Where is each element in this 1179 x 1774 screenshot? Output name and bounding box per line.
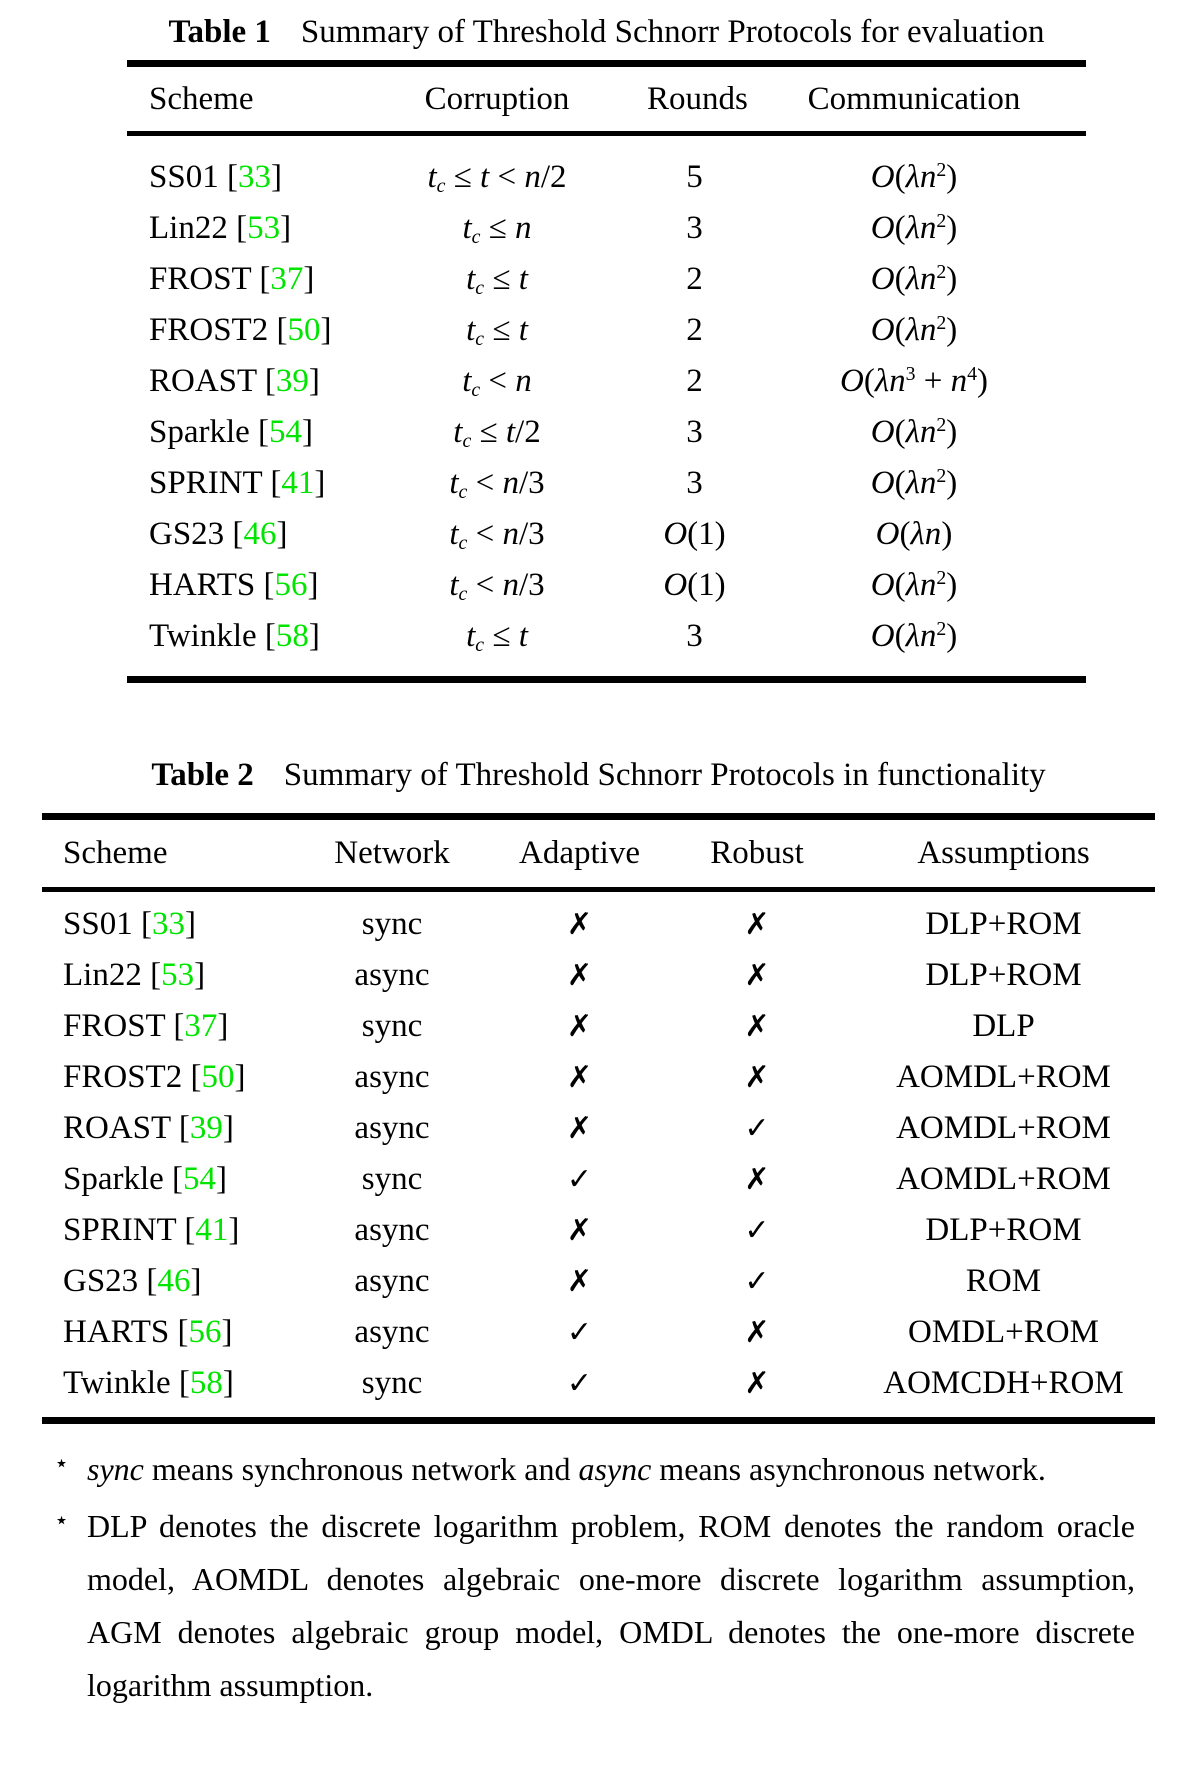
robust-mark: ✗ — [744, 1009, 770, 1044]
adaptive-mark: ✗ — [566, 1009, 593, 1044]
table2 — [42, 755, 1155, 1424]
network-cell: async — [354, 1110, 430, 1147]
network-cell: async — [354, 957, 430, 994]
communication-cell: $O(\lambda n^2)$ — [870, 312, 958, 349]
table1-caption — [127, 12, 1086, 60]
adaptive-mark: ✗ — [566, 958, 593, 993]
table1-col-header-rounds: Rounds — [647, 80, 748, 117]
table-row — [42, 950, 1155, 1001]
table1-header-row — [127, 67, 1086, 131]
table-row — [42, 1256, 1155, 1307]
table2-col-header-adaptive: Adaptive — [519, 835, 640, 872]
table-row — [127, 560, 1086, 611]
table-row — [42, 1001, 1155, 1052]
star-icon: ⋆ — [54, 1449, 70, 1477]
robust-mark: ✗ — [744, 907, 770, 942]
adaptive-mark: ✗ — [566, 1264, 593, 1299]
corruption-cell: $t_c < n/3$ — [449, 516, 545, 555]
table-row — [127, 356, 1086, 407]
table-row — [42, 1307, 1155, 1358]
corruption-cell: $t_c < n/3$ — [449, 567, 545, 606]
assumptions-cell: DLP — [972, 1008, 1035, 1045]
rounds-cell: 3 — [686, 414, 703, 451]
adaptive-mark: ✗ — [566, 1111, 593, 1146]
assumptions-cell: OMDL+ROM — [908, 1314, 1099, 1351]
table-row — [42, 1205, 1155, 1256]
rounds-cell: 3 — [686, 210, 703, 247]
network-cell: async — [354, 1212, 430, 1249]
network-cell: async — [354, 1059, 430, 1096]
table-row — [127, 407, 1086, 458]
robust-mark: ✗ — [744, 1060, 770, 1095]
corruption-cell: $t_c \le t$ — [466, 618, 528, 657]
scheme-cell: SS01 [33] — [63, 906, 196, 943]
communication-cell: $O(\lambda n^2)$ — [870, 414, 958, 451]
rounds-cell: 2 — [686, 312, 703, 349]
communication-cell: $O(\lambda n^2)$ — [870, 159, 958, 196]
corruption-cell: $t_c \le n$ — [462, 210, 532, 249]
table1-label: Table 1 — [168, 14, 271, 50]
scheme-cell: GS23 [46] — [63, 1263, 202, 1300]
table-row — [127, 254, 1086, 305]
robust-mark: ✗ — [744, 1366, 770, 1401]
scheme-cell: ROAST [39] — [149, 363, 320, 400]
communication-cell: $O(\lambda n^2)$ — [870, 567, 958, 604]
robust-mark: ✗ — [744, 1315, 770, 1350]
rounds-cell: 2 — [686, 363, 703, 400]
adaptive-mark: ✓ — [566, 1162, 593, 1197]
footnote-assumption-terms-text: DLP denotes the discrete logarithm problem, ROM denotes the random oracle model, AOMDL denotes algebraic one-more discrete logarithm assumption, AGM denotes algebraic group model, OMDL denotes the one-more discrete logarithm assumption. — [87, 1508, 1135, 1703]
communication-cell: $O(\lambda n^2)$ — [870, 261, 958, 298]
scheme-cell: Lin22 [53] — [63, 957, 206, 994]
table-row — [127, 458, 1086, 509]
table1-body — [127, 136, 1086, 676]
table-row — [42, 1358, 1155, 1409]
footnotes — [42, 1443, 1155, 1712]
table-row — [42, 899, 1155, 950]
network-cell: sync — [361, 1008, 423, 1045]
scheme-cell: HARTS [56] — [63, 1314, 233, 1351]
robust-mark: ✗ — [744, 958, 770, 993]
star-icon: ⋆ — [54, 1506, 70, 1534]
scheme-cell: HARTS [56] — [149, 567, 319, 604]
communication-cell: $O(\lambda n^3 + n^4)$ — [839, 363, 989, 400]
scheme-cell: Sparkle [54] — [149, 414, 314, 451]
table1-top-rule — [127, 60, 1086, 67]
table-row — [127, 509, 1086, 560]
table2-bottom-rule — [42, 1417, 1155, 1424]
scheme-cell: ROAST [39] — [63, 1110, 234, 1147]
adaptive-mark: ✗ — [566, 1060, 593, 1095]
footnote-assumption-terms — [42, 1500, 1155, 1712]
assumptions-cell: DLP+ROM — [925, 906, 1082, 943]
table2-col-header-network: Network — [334, 835, 450, 872]
network-cell: sync — [361, 1365, 423, 1402]
communication-cell: $O(\lambda n^2)$ — [870, 465, 958, 502]
table-row — [42, 1154, 1155, 1205]
network-cell: async — [354, 1263, 430, 1300]
communication-cell: $O(\lambda n^2)$ — [870, 210, 958, 247]
table1-col-header-communication: Communication — [807, 80, 1021, 117]
network-cell: sync — [361, 1161, 423, 1198]
rounds-cell: 3 — [686, 465, 703, 502]
rounds-cell: O(1) — [663, 567, 726, 604]
assumptions-cell: AOMDL+ROM — [896, 1059, 1111, 1096]
scheme-cell: Twinkle [58] — [149, 618, 320, 655]
assumptions-cell: DLP+ROM — [925, 1212, 1082, 1249]
assumptions-cell: AOMDL+ROM — [896, 1161, 1111, 1198]
adaptive-mark: ✗ — [566, 1213, 593, 1248]
scheme-cell: FROST2 [50] — [63, 1059, 246, 1096]
table-row — [127, 305, 1086, 356]
assumptions-cell: AOMDL+ROM — [896, 1110, 1111, 1147]
table1-caption-text: Summary of Threshold Schnorr Protocols for evaluation — [300, 14, 1045, 50]
robust-mark: ✓ — [744, 1264, 770, 1299]
rounds-cell: O(1) — [663, 516, 726, 553]
table-row — [42, 1103, 1155, 1154]
table2-label: Table 2 — [151, 757, 254, 793]
scheme-cell: GS23 [46] — [149, 516, 288, 553]
robust-mark: ✓ — [744, 1111, 770, 1146]
table-row — [42, 1052, 1155, 1103]
table1-bottom-rule — [127, 676, 1086, 683]
scheme-cell: FROST2 [50] — [149, 312, 332, 349]
scheme-cell: SPRINT [41] — [149, 465, 326, 502]
corruption-cell: $t_c \le t$ — [466, 312, 528, 351]
table2-header-row — [42, 820, 1155, 887]
table2-body — [42, 892, 1155, 1417]
corruption-cell: $t_c \le t$ — [466, 261, 528, 300]
table2-col-header-robust: Robust — [710, 835, 804, 872]
table2-top-rule — [42, 813, 1155, 820]
scheme-cell: Sparkle [54] — [63, 1161, 228, 1198]
robust-mark: ✗ — [744, 1162, 770, 1197]
robust-mark: ✓ — [744, 1213, 770, 1248]
table-row — [127, 152, 1086, 203]
corruption-cell: $t_c < n$ — [462, 363, 532, 402]
network-cell: async — [354, 1314, 430, 1351]
table2-caption-text: Summary of Threshold Schnorr Protocols in functionality — [283, 757, 1046, 793]
rounds-cell: 5 — [686, 159, 703, 196]
scheme-cell: SS01 [33] — [149, 159, 282, 196]
table1 — [127, 12, 1086, 683]
adaptive-mark: ✓ — [566, 1366, 593, 1401]
table2-col-header-assumptions: Assumptions — [917, 835, 1090, 872]
table-row — [127, 203, 1086, 254]
table1-col-header-scheme: Scheme — [149, 80, 254, 117]
corruption-cell: $t_c \le t/2$ — [453, 414, 541, 453]
scheme-cell: FROST [37] — [149, 261, 315, 298]
scheme-cell: Twinkle [58] — [63, 1365, 234, 1402]
footnote-network-terms-text: sync means synchronous network and async means asynchronous network. — [87, 1451, 1046, 1487]
table2-caption — [42, 755, 1155, 813]
assumptions-cell: ROM — [965, 1263, 1042, 1300]
scheme-cell: SPRINT [41] — [63, 1212, 240, 1249]
assumptions-cell: AOMCDH+ROM — [883, 1365, 1124, 1402]
scheme-cell: FROST [37] — [63, 1008, 229, 1045]
scheme-cell: Lin22 [53] — [149, 210, 292, 247]
footnote-network-terms — [42, 1443, 1155, 1496]
table2-col-header-scheme: Scheme — [63, 835, 168, 872]
table1-col-header-corruption: Corruption — [424, 80, 570, 117]
assumptions-cell: DLP+ROM — [925, 957, 1082, 994]
communication-cell: O(λn) — [875, 516, 953, 553]
communication-cell: $O(\lambda n^2)$ — [870, 618, 958, 655]
table-row — [127, 611, 1086, 662]
adaptive-mark: ✗ — [566, 907, 593, 942]
adaptive-mark: ✓ — [566, 1315, 593, 1350]
network-cell: sync — [361, 906, 423, 943]
corruption-cell: $t_c \le t < n/2$ — [427, 159, 567, 198]
rounds-cell: 3 — [686, 618, 703, 655]
rounds-cell: 2 — [686, 261, 703, 298]
corruption-cell: $t_c < n/3$ — [449, 465, 545, 504]
